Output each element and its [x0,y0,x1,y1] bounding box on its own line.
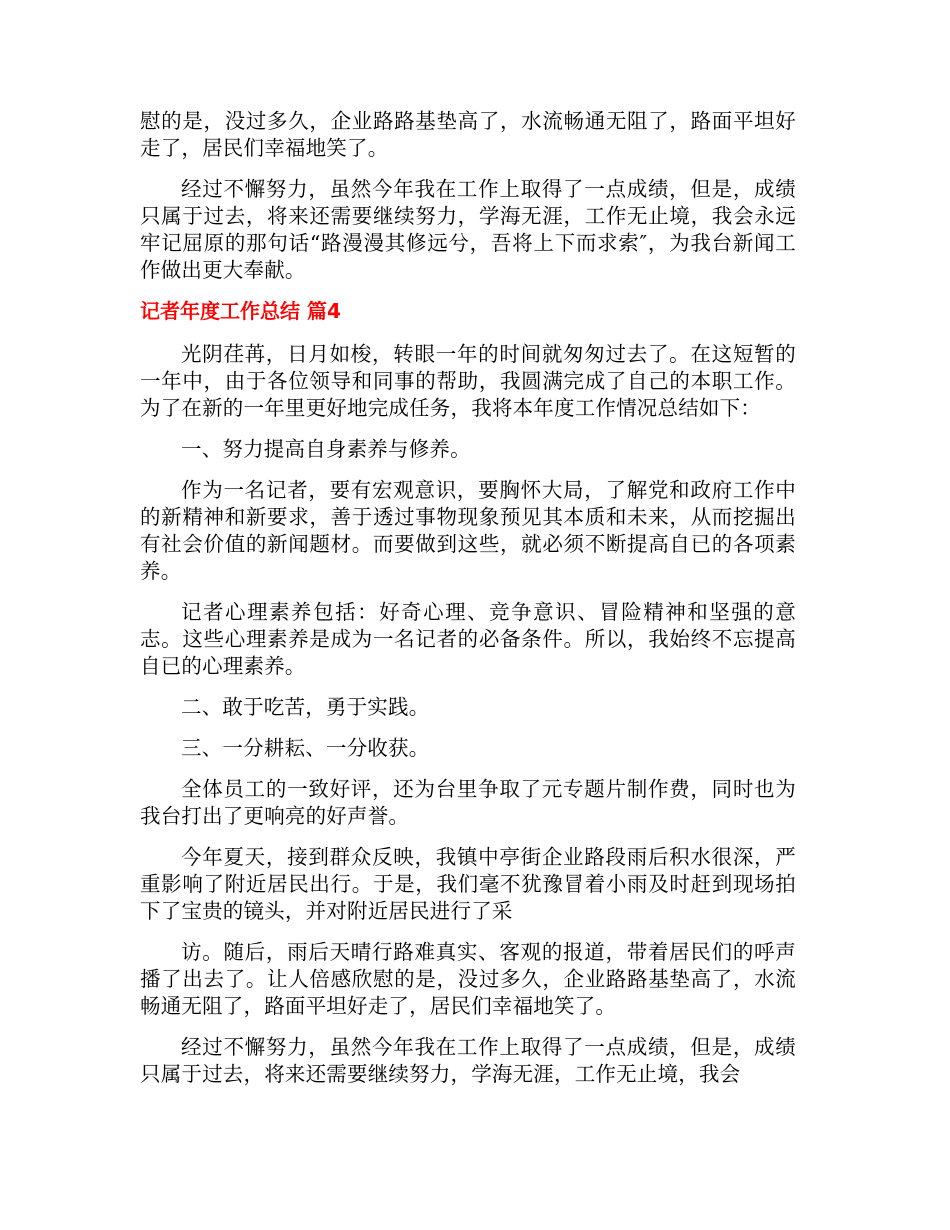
paragraph: 慰的是，没过多久，企业路路基垫高了，水流畅通无阻了，路面平坦好走了，居民们幸福地笑了。 [140,109,796,160]
paragraph: 访。随后，雨后天晴行路难真实、客观的报道，带着居民们的呼声播了出去了。让人倍感欣慰的是，没过多久，企业路路基垫高了，水流畅通无阻了，路面平坦好走了，居民们幸福地笑了。 [140,940,796,1018]
section-heading: 记者年度工作总结 篇4 [140,299,341,323]
paragraph: 经过不懈努力，虽然今年我在工作上取得了一点成绩，但是，成绩只属于过去，将来还需要继续努力，学海无涯，工作无止境，我会永远牢记屈原的那句话“路漫漫其修远兮，吾将上下而求索″，为我台新闻工作做出更大奉献。 [140,177,796,282]
paragraph: 一、努力提高自身素养与修养。 [181,437,471,461]
paragraph: 全体员工的一致好评，还为台里争取了元专题片制作费，同时也为我台打出了更响亮的好声誉。 [140,777,796,828]
paragraph: 三、一分耕耘、一分收获。 [181,736,430,760]
paragraph: 光阴荏苒，日月如梭，转眼一年的时间就匆匆过去了。在这短暂的一年中，由于各位领导和同事的帮助，我圆满完成了自己的本职工作。为了在新的一年里更好地完成任务，我将本年度工作情况总结如下： [140,342,796,420]
paragraph: 二、敢于吃苦，勇于实践。 [181,695,430,719]
document-page [140,108,796,1102]
paragraph: 记者心理素养包括：好奇心理、竞争意识、冒险精神和坚强的意志。这些心理素养是成为一名记者的必备条件。所以，我始终不忘提高自已的心理素养。 [140,600,796,678]
paragraph: 经过不懈努力，虽然今年我在工作上取得了一点成绩，但是，成绩只属于过去，将来还需要继续努力，学海无涯，工作无止境，我会 [140,1035,796,1086]
paragraph: 作为一名记者，要有宏观意识，要胸怀大局，了解党和政府工作中的新精神和新要求，善于透过事物现象预见其本质和未来，从而挖掘出有社会价值的新闻题材。而要做到这些，就必须不断提高自已的各项素养。 [140,478,796,583]
paragraph: 今年夏天，接到群众反映，我镇中亭街企业路段雨后积水很深，严重影响了附近居民出行。于是，我们毫不犹豫冒着小雨及时赶到现场拍下了宝贵的镜头，并对附近居民进行了采 [140,845,796,923]
